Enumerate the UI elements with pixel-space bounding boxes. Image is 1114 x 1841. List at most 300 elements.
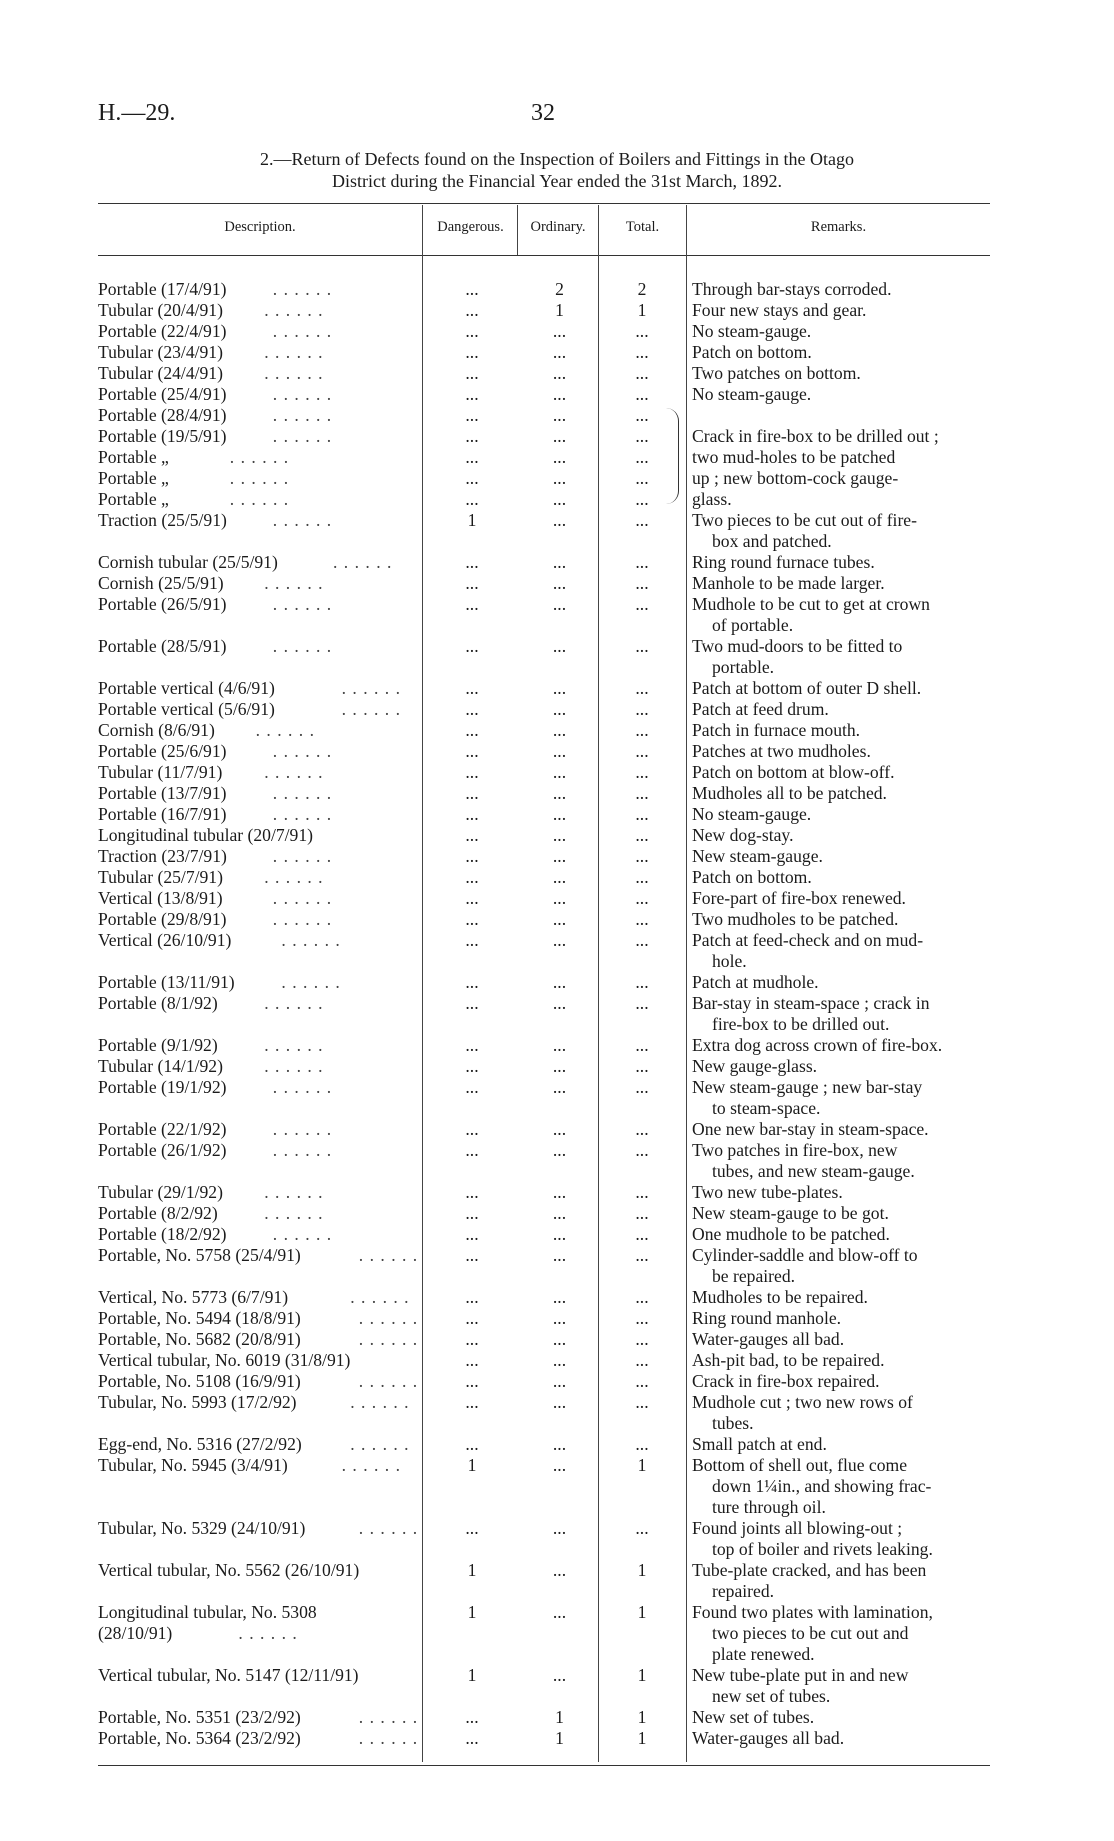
row-total: ... <box>635 1350 649 1370</box>
column-header-remarks: Remarks. <box>810 219 867 235</box>
row-leader-dots: . . . . . . <box>281 930 341 950</box>
row-total: ... <box>635 573 649 593</box>
row-remarks: New set of tubes. <box>692 1707 815 1727</box>
row-description: Tubular (11/7/91) <box>98 762 223 782</box>
row-remarks: New dog-stay. <box>692 825 794 845</box>
row-description: Tubular (25/7/91) <box>98 867 223 887</box>
table-row <box>0 678 1114 699</box>
row-description: Portable „ <box>98 468 169 488</box>
row-description: Portable (13/7/91) <box>98 783 227 803</box>
row-remarks-continued: fire-box to be drilled out. <box>712 1014 890 1034</box>
row-remarks-continued: hole. <box>712 951 747 971</box>
row-ordinary: 1 <box>555 300 564 320</box>
row-total: ... <box>635 384 649 404</box>
table-row <box>0 1308 1114 1329</box>
row-dangerous: ... <box>465 867 479 887</box>
table-row <box>0 1350 1114 1371</box>
row-ordinary: 1 <box>555 1707 564 1727</box>
row-dangerous: ... <box>465 1434 479 1454</box>
row-description: Portable (22/4/91) <box>98 321 227 341</box>
row-total: ... <box>635 489 649 509</box>
page-number: 32 <box>531 100 555 126</box>
row-ordinary: ... <box>552 1224 567 1244</box>
table-row <box>0 1623 1114 1664</box>
row-ordinary: ... <box>552 1056 567 1076</box>
row-description: Longitudinal tubular (20/7/91) <box>98 825 313 845</box>
row-remarks: Crack in fire-box repaired. <box>692 1371 880 1391</box>
row-remarks: Bar-stay in steam-space ; crack in <box>692 993 930 1013</box>
row-dangerous: ... <box>465 678 479 698</box>
row-dangerous: 1 <box>467 1455 477 1475</box>
row-remarks-continued: tubes, and new steam-gauge. <box>712 1161 915 1181</box>
row-total: ... <box>635 1035 649 1055</box>
row-total: ... <box>635 321 649 341</box>
row-description: Portable (26/5/91) <box>98 594 227 614</box>
table-row <box>0 552 1114 573</box>
row-description: Tubular (14/1/92) <box>98 1056 223 1076</box>
table-row <box>0 867 1114 888</box>
row-leader-dots: . . . . . . <box>272 909 333 929</box>
row-remarks: two mud-holes to be patched <box>692 447 896 467</box>
column-header-total: Total. <box>625 219 660 235</box>
table-row <box>0 1560 1114 1601</box>
row-ordinary: ... <box>552 1665 567 1685</box>
row-description: Portable „ <box>98 489 169 509</box>
row-leader-dots: . . . . . . <box>272 846 333 866</box>
row-remarks: New gauge-glass. <box>692 1056 818 1076</box>
row-remarks: Water-gauges all bad. <box>692 1728 845 1748</box>
row-remarks: Patch at feed-check and on mud- <box>692 930 924 950</box>
row-leader-dots: . . . . . . <box>264 300 324 320</box>
row-dangerous: ... <box>465 1119 479 1139</box>
row-leader-dots: . . . . . . <box>358 1728 419 1748</box>
row-remarks: Patch on bottom at blow-off. <box>692 762 895 782</box>
row-remarks: Water-gauges all bad. <box>692 1329 845 1349</box>
row-description: Traction (25/5/91) <box>98 510 227 530</box>
row-remarks: Ring round furnace tubes. <box>692 552 875 572</box>
row-description: Portable (22/1/92) <box>98 1119 227 1139</box>
row-description: Tubular, No. 5329 (24/10/91) <box>98 1518 306 1538</box>
row-total: 1 <box>637 1602 647 1622</box>
row-remarks: Found joints all blowing-out ; <box>692 1518 903 1538</box>
row-total: ... <box>635 1287 649 1307</box>
row-total: ... <box>635 867 649 887</box>
row-total: ... <box>635 468 649 488</box>
row-total: 1 <box>637 1728 647 1748</box>
row-remarks: Mudhole to be cut to get at crown <box>692 594 930 614</box>
row-leader-dots: . . . . . . <box>350 1434 410 1454</box>
row-leader-dots: . . . . . . <box>281 972 341 992</box>
row-remarks: New tube-plate put in and new <box>692 1665 909 1685</box>
row-description: Portable (16/7/91) <box>98 804 227 824</box>
row-ordinary: ... <box>552 573 567 593</box>
row-total: ... <box>635 762 649 782</box>
row-dangerous: ... <box>465 825 479 845</box>
row-remarks: Patch on bottom. <box>692 342 812 362</box>
row-ordinary: ... <box>552 363 567 383</box>
row-dangerous: ... <box>465 1224 479 1244</box>
row-ordinary: ... <box>552 1077 567 1097</box>
row-leader-dots: . . . . . . <box>272 783 333 803</box>
row-ordinary: ... <box>552 1287 567 1307</box>
row-total: ... <box>635 405 649 425</box>
row-total: ... <box>635 930 649 950</box>
row-dangerous: ... <box>465 699 479 719</box>
row-dangerous: ... <box>465 741 479 761</box>
row-remarks-continued: plate renewed. <box>712 1644 815 1664</box>
row-description: Portable (25/6/91) <box>98 741 227 761</box>
table-row <box>0 1245 1114 1286</box>
row-dangerous: ... <box>465 405 479 425</box>
row-description: Portable vertical (5/6/91) <box>98 699 275 719</box>
row-leader-dots: . . . . . . <box>264 1203 324 1223</box>
row-description: Portable (18/2/92) <box>98 1224 227 1244</box>
table-row <box>0 363 1114 384</box>
row-leader-dots: . . . . . . <box>264 573 324 593</box>
row-leader-dots: . . . . . . <box>341 1455 401 1475</box>
row-leader-dots: . . . . . . <box>238 1623 298 1643</box>
table-row <box>0 762 1114 783</box>
row-description: Portable (26/1/92) <box>98 1140 227 1160</box>
row-total: ... <box>635 888 649 908</box>
row-leader-dots: . . . . . . <box>358 1518 419 1538</box>
row-dangerous: ... <box>465 1245 479 1265</box>
row-description: Tubular (23/4/91) <box>98 342 223 362</box>
row-dangerous: ... <box>465 972 479 992</box>
table-row <box>0 405 1114 426</box>
row-total: ... <box>635 825 649 845</box>
table-row <box>0 1056 1114 1077</box>
row-ordinary: ... <box>552 1119 567 1139</box>
document-reference: H.—29. <box>98 100 176 126</box>
row-total: ... <box>635 1203 649 1223</box>
row-ordinary: ... <box>552 1350 567 1370</box>
row-dangerous: ... <box>465 342 479 362</box>
row-remarks: Mudholes all to be patched. <box>692 783 887 803</box>
row-dangerous: ... <box>465 1392 479 1412</box>
row-leader-dots: . . . . . . <box>272 1140 333 1160</box>
row-remarks: Ring round manhole. <box>692 1308 842 1328</box>
column-header-ordinary: Ordinary. <box>530 219 586 235</box>
row-total: 1 <box>637 1560 647 1580</box>
row-ordinary: ... <box>552 1203 567 1223</box>
table-row <box>0 1728 1114 1749</box>
table-title <box>80 148 1034 192</box>
row-leader-dots: . . . . . . <box>264 867 324 887</box>
row-remarks: Mudholes to be repaired. <box>692 1287 868 1307</box>
row-total: ... <box>635 804 649 824</box>
row-ordinary: ... <box>552 972 567 992</box>
row-total: ... <box>635 510 649 530</box>
row-remarks: Small patch at end. <box>692 1434 827 1454</box>
title-line-2: District during the Financial Year ended the 31st March, 1892. <box>332 171 782 191</box>
row-description: Portable, No. 5351 (23/2/92) <box>98 1707 301 1727</box>
table-row <box>0 783 1114 804</box>
row-leader-dots: . . . . . . <box>272 888 333 908</box>
row-total: ... <box>635 1392 649 1412</box>
row-remarks: Mudhole cut ; two new rows of <box>692 1392 913 1412</box>
table-row <box>0 972 1114 993</box>
table-row <box>0 384 1114 405</box>
row-dangerous: ... <box>465 1077 479 1097</box>
row-total: ... <box>635 1329 649 1349</box>
row-ordinary: ... <box>552 909 567 929</box>
row-leader-dots: . . . . . . <box>229 468 290 488</box>
row-leader-dots: . . . . . . <box>272 636 333 656</box>
row-dangerous: ... <box>465 552 479 572</box>
row-dangerous: ... <box>465 720 479 740</box>
row-remarks: Two patches in fire-box, new <box>692 1140 898 1160</box>
row-ordinary: 1 <box>555 1728 564 1748</box>
row-leader-dots: . . . . . . <box>272 1119 333 1139</box>
row-ordinary: 2 <box>555 279 564 299</box>
row-remarks: Two pieces to be cut out of fire- <box>692 510 917 530</box>
row-total: ... <box>635 972 649 992</box>
row-remarks-continued: be repaired. <box>712 1266 796 1286</box>
row-description: Tubular (29/1/92) <box>98 1182 223 1202</box>
table-top-rule <box>98 203 990 204</box>
row-description: Tubular, No. 5945 (3/4/91) <box>98 1455 288 1475</box>
row-total: ... <box>635 1308 649 1328</box>
table-row <box>0 1035 1114 1056</box>
title-line-1: 2.—Return of Defects found on the Inspection of Boilers and Fittings in the Otago <box>260 149 854 169</box>
row-remarks: Four new stays and gear. <box>692 300 867 320</box>
row-remarks: New steam-gauge to be got. <box>692 1203 889 1223</box>
row-ordinary: ... <box>552 552 567 572</box>
row-dangerous: ... <box>465 1707 479 1727</box>
row-remarks-continued: two pieces to be cut out and <box>712 1623 909 1643</box>
row-dangerous: ... <box>465 279 479 299</box>
table-row <box>0 426 1114 447</box>
row-description: Cornish (25/5/91) <box>98 573 224 593</box>
row-remarks: No steam-gauge. <box>692 804 812 824</box>
row-description: Traction (23/7/91) <box>98 846 227 866</box>
table-row <box>0 489 1114 510</box>
table-row <box>0 930 1114 971</box>
row-ordinary: ... <box>552 489 567 509</box>
table-row <box>0 636 1114 677</box>
row-ordinary: ... <box>552 993 567 1013</box>
row-ordinary: ... <box>552 888 567 908</box>
row-total: ... <box>635 783 649 803</box>
row-leader-dots: . . . . . . <box>264 1035 324 1055</box>
row-leader-dots: . . . . . . <box>272 804 333 824</box>
row-ordinary: ... <box>552 510 567 530</box>
row-ordinary: ... <box>552 342 567 362</box>
row-ordinary: ... <box>552 1329 567 1349</box>
row-dangerous: ... <box>465 1350 479 1370</box>
row-total: ... <box>635 1140 649 1160</box>
row-description: Portable (19/5/91) <box>98 426 227 446</box>
row-leader-dots: . . . . . . <box>272 741 333 761</box>
column-header-dangerous: Dangerous. <box>437 219 504 235</box>
row-description: Portable „ <box>98 447 169 467</box>
table-row <box>0 321 1114 342</box>
row-ordinary: ... <box>552 699 567 719</box>
row-remarks: Two new tube-plates. <box>692 1182 843 1202</box>
table-row <box>0 720 1114 741</box>
table-row <box>0 846 1114 867</box>
row-remarks-continued: new set of tubes. <box>712 1686 831 1706</box>
row-ordinary: ... <box>552 1182 567 1202</box>
row-description: Portable (28/4/91) <box>98 405 227 425</box>
table-row <box>0 825 1114 846</box>
row-dangerous: ... <box>465 384 479 404</box>
row-total: ... <box>635 846 649 866</box>
row-ordinary: ... <box>552 636 567 656</box>
row-leader-dots: . . . . . . <box>264 1182 324 1202</box>
row-total: ... <box>635 720 649 740</box>
row-dangerous: ... <box>465 1203 479 1223</box>
row-total: ... <box>635 1518 649 1538</box>
row-remarks: Patch on bottom. <box>692 867 812 887</box>
row-leader-dots: . . . . . . <box>264 1056 324 1076</box>
row-remarks: New steam-gauge. <box>692 846 823 866</box>
row-description: Portable (8/1/92) <box>98 993 218 1013</box>
row-description: Portable (13/11/91) <box>98 972 235 992</box>
row-description: Vertical tubular, No. 5147 (12/11/91) <box>98 1665 359 1685</box>
row-remarks-continued: portable. <box>712 657 775 677</box>
row-remarks: Two mud-doors to be fitted to <box>692 636 903 656</box>
table-row <box>0 1077 1114 1118</box>
row-ordinary: ... <box>552 846 567 866</box>
row-leader-dots: . . . . . . <box>350 1392 410 1412</box>
row-total: ... <box>635 1224 649 1244</box>
row-total: ... <box>635 741 649 761</box>
row-ordinary: ... <box>552 762 567 782</box>
table-row <box>0 1518 1114 1559</box>
row-dangerous: ... <box>465 909 479 929</box>
row-leader-dots: . . . . . . <box>272 405 333 425</box>
row-ordinary: ... <box>552 678 567 698</box>
row-total: 1 <box>637 300 647 320</box>
row-dangerous: ... <box>465 363 479 383</box>
row-total: ... <box>635 594 649 614</box>
table-row <box>0 1665 1114 1706</box>
table-row <box>0 1287 1114 1308</box>
row-leader-dots: . . . . . . <box>272 279 333 299</box>
row-dangerous: ... <box>465 930 479 950</box>
row-ordinary: ... <box>552 1308 567 1328</box>
row-ordinary: ... <box>552 1140 567 1160</box>
table-row <box>0 804 1114 825</box>
row-remarks: Patch in furnace mouth. <box>692 720 861 740</box>
row-leader-dots: . . . . . . <box>272 1224 333 1244</box>
row-ordinary: ... <box>552 804 567 824</box>
row-dangerous: ... <box>465 762 479 782</box>
table-row <box>0 1119 1114 1140</box>
row-dangerous: 1 <box>467 1602 477 1622</box>
row-dangerous: ... <box>465 888 479 908</box>
row-ordinary: ... <box>552 1371 567 1391</box>
table-row <box>0 1476 1114 1517</box>
row-remarks: One mudhole to be patched. <box>692 1224 890 1244</box>
row-remarks-continued: box and patched. <box>712 531 832 551</box>
row-description: Portable (19/1/92) <box>98 1077 227 1097</box>
row-leader-dots: . . . . . . <box>229 489 290 509</box>
row-remarks: Through bar-stays corroded. <box>692 279 892 299</box>
row-remarks: One new bar-stay in steam-space. <box>692 1119 929 1139</box>
row-dangerous: ... <box>465 468 479 488</box>
row-dangerous: ... <box>465 636 479 656</box>
row-total: 2 <box>637 279 647 299</box>
row-leader-dots: . . . . . . <box>264 363 324 383</box>
row-ordinary: ... <box>552 447 567 467</box>
table-row <box>0 1707 1114 1728</box>
row-total: ... <box>635 1371 649 1391</box>
row-description: Portable, No. 5758 (25/4/91) <box>98 1245 301 1265</box>
row-description: Tubular (20/4/91) <box>98 300 223 320</box>
table-row <box>0 279 1114 300</box>
row-dangerous: ... <box>465 300 479 320</box>
row-dangerous: ... <box>465 1371 479 1391</box>
row-leader-dots: . . . . . . <box>272 384 333 404</box>
row-remarks-continued: to steam-space. <box>712 1098 821 1118</box>
table-bottom-rule <box>98 1765 990 1766</box>
table-row <box>0 594 1114 635</box>
row-dangerous: ... <box>465 426 479 446</box>
row-total: ... <box>635 909 649 929</box>
row-remarks: Patches at two mudholes. <box>692 741 871 761</box>
row-total: ... <box>635 1056 649 1076</box>
row-description: Cornish (8/6/91) <box>98 720 215 740</box>
table-row <box>0 1182 1114 1203</box>
row-description: Vertical, No. 5773 (6/7/91) <box>98 1287 289 1307</box>
row-total: ... <box>635 426 649 446</box>
row-description: Portable, No. 5494 (18/8/91) <box>98 1308 301 1328</box>
row-ordinary: ... <box>552 1602 567 1622</box>
row-leader-dots: . . . . . . <box>358 1329 419 1349</box>
row-dangerous: ... <box>465 993 479 1013</box>
row-total: ... <box>635 678 649 698</box>
row-remarks: Cylinder-saddle and blow-off to <box>692 1245 918 1265</box>
row-ordinary: ... <box>552 321 567 341</box>
column-header-description: Description. <box>224 219 296 235</box>
row-description: Portable (9/1/92) <box>98 1035 218 1055</box>
row-leader-dots: . . . . . . <box>272 1077 333 1097</box>
row-ordinary: ... <box>552 1560 567 1580</box>
row-remarks: up ; new bottom-cock gauge- <box>692 468 899 488</box>
row-remarks: New steam-gauge ; new bar-stay <box>692 1077 923 1097</box>
row-remarks: glass. <box>692 489 732 509</box>
table-row <box>0 699 1114 720</box>
row-remarks-continued: ture through oil. <box>712 1497 826 1517</box>
row-ordinary: ... <box>552 720 567 740</box>
row-leader-dots: . . . . . . <box>358 1308 419 1328</box>
row-ordinary: ... <box>552 405 567 425</box>
row-dangerous: ... <box>465 1329 479 1349</box>
row-remarks: Manhole to be made larger. <box>692 573 885 593</box>
header-bottom-rule <box>98 255 990 256</box>
row-total: ... <box>635 447 649 467</box>
row-dangerous: ... <box>465 1140 479 1160</box>
row-leader-dots: . . . . . . <box>358 1371 419 1391</box>
row-dangerous: ... <box>465 1287 479 1307</box>
table-row <box>0 1329 1114 1350</box>
row-ordinary: ... <box>552 1245 567 1265</box>
table-row <box>0 1434 1114 1455</box>
row-total: ... <box>635 1182 649 1202</box>
row-description: Portable, No. 5364 (23/2/92) <box>98 1728 301 1748</box>
row-dangerous: ... <box>465 804 479 824</box>
row-remarks-continued: top of boiler and rivets leaking. <box>712 1539 933 1559</box>
table-row <box>0 342 1114 363</box>
row-ordinary: ... <box>552 930 567 950</box>
table-row <box>0 909 1114 930</box>
row-remarks: Extra dog across crown of fire-box. <box>692 1035 943 1055</box>
row-description: Portable vertical (4/6/91) <box>98 678 275 698</box>
table-row <box>0 510 1114 551</box>
